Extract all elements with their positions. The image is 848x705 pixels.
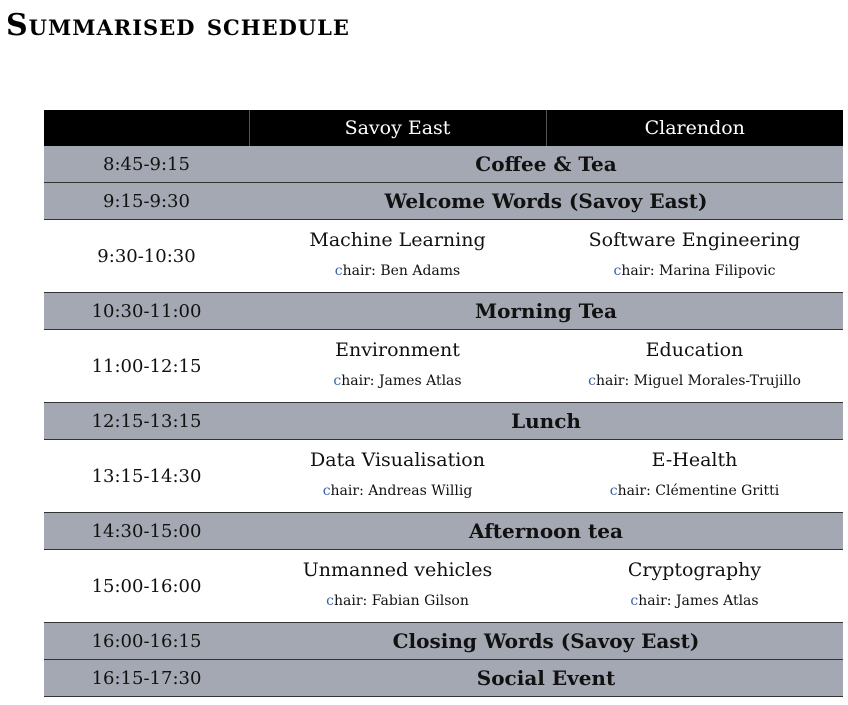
header-clarendon: Clarendon [546, 110, 843, 146]
table-row [44, 183, 843, 220]
session-cell-savoy [249, 440, 546, 513]
session-chair: chair: James Atlas [333, 373, 462, 389]
table-row [44, 660, 843, 697]
session-title: Software Engineering [588, 229, 801, 251]
table-row [44, 330, 843, 403]
header-savoy-east: Savoy East [249, 110, 546, 146]
table-row [44, 293, 843, 330]
session-title: Data Visualisation [310, 449, 485, 471]
session-title: Unmanned vehicles [302, 559, 493, 581]
header-time [44, 110, 249, 146]
table-row [44, 220, 843, 293]
session-cell-clarendon [546, 220, 843, 293]
session-cell-savoy [249, 330, 546, 403]
session-chair: chair: Ben Adams [334, 263, 461, 279]
session-title: E-Health [651, 449, 738, 471]
session-cell-clarendon [546, 330, 843, 403]
schedule-table [44, 110, 843, 697]
time-cell: 9:15-9:30 [44, 183, 249, 220]
break-event: Lunch [249, 403, 843, 440]
table-row [44, 403, 843, 440]
time-cell: 10:30-11:00 [44, 293, 249, 330]
table-row [44, 550, 843, 623]
session-chair: chair: Miguel Morales-Trujillo [588, 373, 801, 389]
session-chair: chair: Clémentine Gritti [609, 483, 780, 499]
session-cell-savoy [249, 220, 546, 293]
table-row [44, 623, 843, 660]
break-event: Social Event [249, 660, 843, 697]
session-chair: chair: Andreas Willig [322, 483, 473, 499]
break-event: Coffee & Tea [249, 146, 843, 183]
time-cell: 14:30-15:00 [44, 513, 249, 550]
break-event: Afternoon tea [249, 513, 843, 550]
table-row [44, 513, 843, 550]
time-cell: 15:00-16:00 [44, 550, 249, 623]
time-cell: 13:15-14:30 [44, 440, 249, 513]
session-cell-clarendon [546, 550, 843, 623]
session-title: Cryptography [627, 559, 762, 581]
session-chair: chair: Fabian Gilson [326, 593, 469, 609]
session-chair: chair: James Atlas [630, 593, 759, 609]
time-cell: 16:15-17:30 [44, 660, 249, 697]
break-event: Morning Tea [249, 293, 843, 330]
table-row [44, 440, 843, 513]
session-cell-clarendon [546, 440, 843, 513]
session-title: Education [645, 339, 744, 361]
break-event: Welcome Words (Savoy East) [249, 183, 843, 220]
session-chair: chair: Marina Filipovic [613, 263, 776, 279]
page-title: Summarised schedule [6, 8, 350, 43]
time-cell: 16:00-16:15 [44, 623, 249, 660]
session-title: Machine Learning [309, 229, 486, 251]
table-row [44, 146, 843, 183]
table-header-row [44, 110, 843, 146]
session-cell-savoy [249, 550, 546, 623]
time-cell: 9:30-10:30 [44, 220, 249, 293]
time-cell: 12:15-13:15 [44, 403, 249, 440]
time-cell: 11:00-12:15 [44, 330, 249, 403]
session-title: Environment [335, 339, 460, 361]
time-cell: 8:45-9:15 [44, 146, 249, 183]
break-event: Closing Words (Savoy East) [249, 623, 843, 660]
